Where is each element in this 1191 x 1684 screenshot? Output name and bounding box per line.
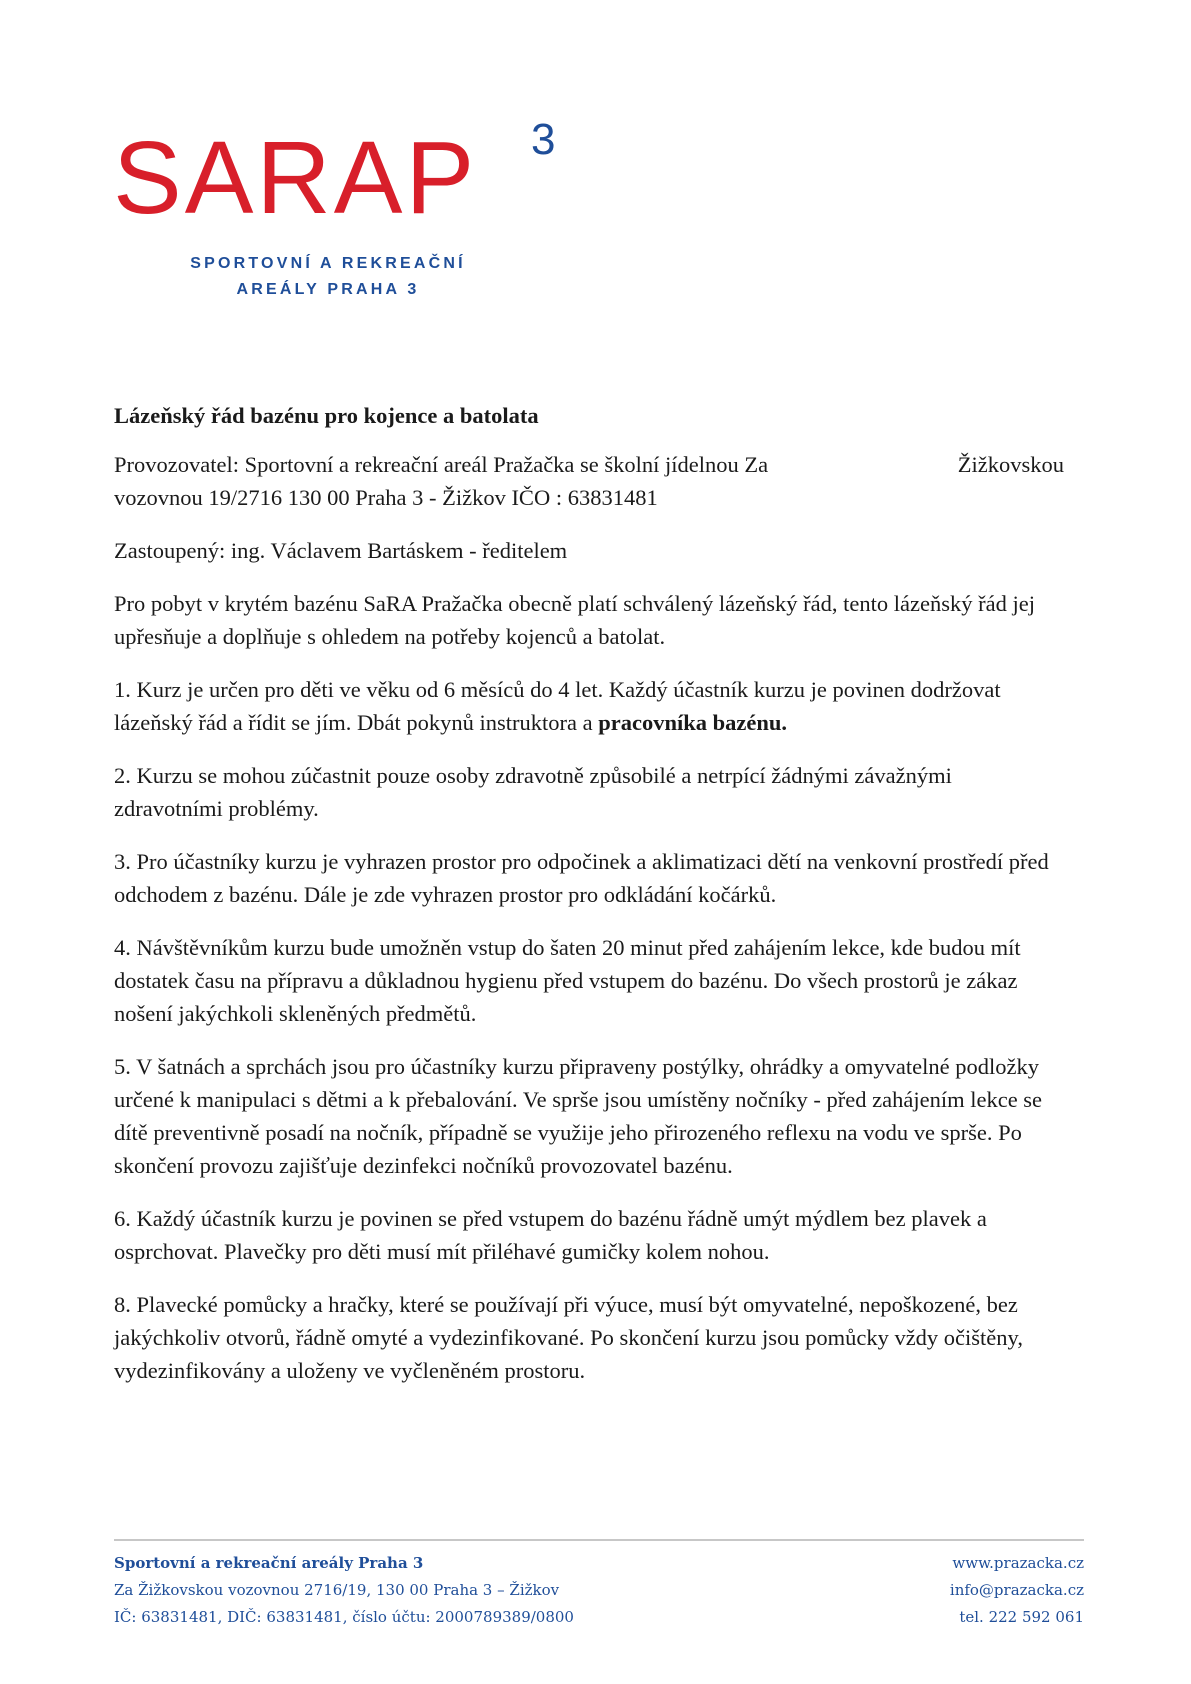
operator-line1-end: Žižkovskou: [957, 452, 1064, 477]
footer-phone: tel. 222 592 061: [959, 1608, 1084, 1626]
logo-subtitle: [158, 251, 498, 303]
footer-web-link[interactable]: www.prazacka.cz: [952, 1554, 1084, 1572]
footer-divider: [114, 1539, 1084, 1541]
rule-3: 3. Pro účastníky kurzu je vyhrazen prostor pro odpočinek a aklimatizaci dětí na venkovní prostředí před odchodem z bazénu. Dále je zde vyhrazen prostor pro odkládání kočárků.: [114, 849, 1049, 907]
rule-1-bold: pracovníka bazénu.: [598, 710, 788, 735]
rule-5: 5. V šatnách a sprchách jsou pro účastníky kurzu připraveny postýlky, ohrádky a omyvatelné podložky určené k manipulaci s dětmi a k přebalování. Ve sprše jsou umístěny nočníky - před zahájením lekce se dítě preventivně posadí na nočník, případně se využije jeho přirozeného reflexu na vodu ve sprše. Po skončení provozu zajišťuje dezinfekci nočníků provozovatel bazénu.: [114, 1054, 1043, 1178]
sarap-logo: [113, 115, 573, 308]
rule-1: [114, 673, 1064, 739]
footer-address: Za Žižkovskou vozovnou 2716/19, 130 00 Praha 3 – Žižkov: [114, 1581, 560, 1599]
footer-email-link[interactable]: info@prazacka.cz: [949, 1581, 1084, 1599]
document-body: [114, 399, 1064, 1407]
rule-8: 8. Plavecké pomůcky a hračky, které se používají při výuce, musí být omyvatelné, nepoškozené, bez jakýchkoliv otvorů, řádně omyté a vydezinfikované. Po skončení kurzu jsou pomůcky vždy očištěny, vydezinfikovány a uloženy ve vyčleněném prostoru.: [114, 1292, 1023, 1383]
logo-subtitle-line2: AREÁLY PRAHA 3: [236, 281, 420, 298]
rule-1-text: 1. Kurz je určen pro děti ve věku od 6 měsíců do 4 let. Každý účastník kurzu je povinen dodržovat lázeňský řád a řídit se jím. Dbát pokynů instruktora a: [114, 677, 1001, 735]
operator-line2: vozovnou 19/2716 130 00 Praha 3 - Žižkov IČO : 63831481: [114, 485, 658, 510]
footer-ids: IČ: 63831481, DIČ: 63831481, číslo účtu: 2000789389/0800: [114, 1608, 574, 1626]
intro-paragraph: Pro pobyt v krytém bazénu SaRA Pražačka obecně platí schválený lázeňský řád, tento lázeňský řád jej upřesňuje a doplňuje s ohledem na potřeby kojenců a batolat.: [114, 591, 1035, 649]
rule-4: 4. Návštěvníkům kurzu bude umožněn vstup do šaten 20 minut před zahájením lekce, kde budou mít dostatek času na přípravu a důkladnou hygienu před vstupem do bazénu. Do všech prostorů je zákaz nošení jakýchkoli skleněných předmětů.: [114, 935, 1021, 1026]
operator-paragraph: [114, 448, 1064, 514]
operator-line1: Provozovatel: Sportovní a rekreační areál Pražačka se školní jídelnou Za: [114, 452, 769, 477]
rule-2: 2. Kurzu se mohou zúčastnit pouze osoby zdravotně způsobilé a netrpící žádnými závažnými zdravotními problémy.: [114, 763, 952, 821]
rule-6: 6. Každý účastník kurzu je povinen se před vstupem do bazénu řádně umýt mýdlem bez plavek a osprchovat. Plavečky pro děti musí mít přiléhavé gumičky kolem nohou.: [114, 1206, 987, 1264]
logo-superscript: 3: [531, 115, 556, 164]
footer-org: Sportovní a rekreační areály Praha 3: [114, 1554, 424, 1572]
logo-wordmark: SARAP: [113, 120, 478, 235]
footer: [114, 1550, 1084, 1631]
logo-subtitle-line1: SPORTOVNÍ A REKREAČNÍ: [190, 255, 466, 272]
document-title: Lázeňský řád bazénu pro kojence a batolata: [114, 403, 539, 428]
represented-paragraph: Zastoupený: ing. Václavem Bartáskem - ředitelem: [114, 538, 568, 563]
